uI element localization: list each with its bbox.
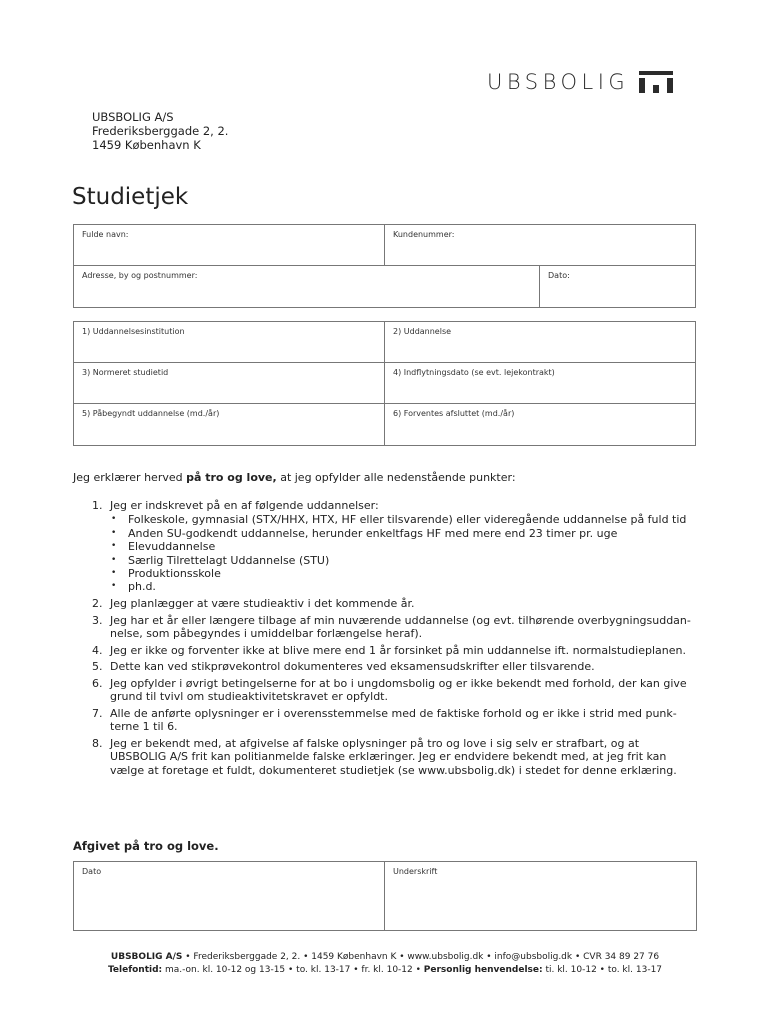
address-label: Adresse, by og postnummer: — [82, 271, 198, 280]
move-in-date-label: 4) Indflytningsdato (se evt. lejekontrakt) — [393, 368, 555, 377]
institution-field[interactable] — [74, 322, 385, 363]
list-item-number: 7. — [92, 706, 103, 720]
bullet-icon: • — [111, 581, 117, 592]
list-item — [92, 677, 702, 704]
list-item — [92, 614, 702, 641]
list-item-text: Jeg har et år eller længere tilbage af min nuværende uddannelse (og evt. tilhørende overbygningsuddan- — [110, 613, 691, 627]
sub-list-item-text: Elevuddannelse — [128, 540, 216, 554]
footer-personal-label: Personlig henvendelse: — [423, 965, 543, 975]
signature-date-field[interactable] — [74, 862, 385, 930]
company-logo — [487, 70, 673, 94]
list-item-text: Alle de anførte oplysninger er i overensstemmelse med de faktiske forhold og er ikke i strid med punk- — [110, 706, 677, 720]
bullet-icon: • — [111, 514, 117, 525]
list-item-number: 3. — [92, 613, 103, 627]
address-line-2: Frederiksberggade 2, 2. — [92, 124, 229, 138]
declaration-intro — [73, 471, 516, 484]
declaration-text-bold: på tro og love, — [186, 471, 277, 484]
list-item-text-continued: vælge at foretage et fuldt, dokumenteret studietjek (se www.ubsbolig.dk) i stedet for denne erklæring. — [110, 763, 677, 777]
company-address — [92, 110, 228, 152]
list-item-text: Dette kan ved stikprøvekontrol dokumenteres ved eksamensudskrifter eller tilsvarende. — [110, 660, 595, 674]
list-item — [92, 644, 702, 657]
list-item — [92, 597, 702, 610]
move-in-date-field[interactable] — [385, 363, 695, 404]
page-footer — [0, 951, 770, 977]
list-item-number: 8. — [92, 736, 103, 750]
education-field[interactable] — [385, 322, 695, 363]
list-item — [92, 499, 702, 594]
footer-personal-hours: ti. kl. 10-12 • to. kl. 13-17 — [542, 965, 663, 975]
sub-list-item-text: Produktionsskole — [128, 567, 221, 581]
sub-list-item — [110, 580, 702, 593]
personal-info-form — [73, 224, 696, 308]
list-item-text-continued: grund til tvivl om studieaktivitetskravet er opfyldt. — [110, 690, 388, 704]
list-item-number: 2. — [92, 597, 103, 611]
declaration-text-after: at jeg opfylder alle nedenstående punkter: — [276, 471, 516, 484]
sub-list-item — [110, 513, 702, 526]
footer-contact: • Frederiksberggade 2, 2. • 1459 København K • www.ubsbolig.dk • info@ubsbolig.dk • CVR 34 89 27 76 — [182, 952, 660, 962]
address-field[interactable] — [74, 266, 540, 307]
sub-list-item-text: Anden SU-godkendt uddannelse, herunder enkeltfags HF med mere end 23 timer pr. uge — [128, 526, 618, 540]
list-item-number: 4. — [92, 643, 103, 657]
started-label: 5) Påbegyndt uddannelse (md./år) — [82, 409, 220, 418]
institution-label: 1) Uddannelsesinstitution — [82, 327, 185, 336]
logo-text: UBSBOLIG — [487, 70, 630, 94]
list-item-text: Jeg er ikke og forventer ikke at blive mere end 1 år forsinket på min uddannelse ift. normalstudieplanen. — [110, 643, 686, 657]
education-label: 2) Uddannelse — [393, 327, 452, 336]
sub-list-item — [110, 540, 702, 553]
logo-mark-icon — [639, 71, 673, 93]
list-item-text: Jeg opfylder i øvrigt betingelserne for at bo i ungdomsbolig og er ikke bekendt med forhold, der kan give — [110, 676, 687, 690]
bullet-icon: • — [111, 541, 117, 552]
started-field[interactable] — [74, 404, 385, 445]
declaration-list — [92, 499, 702, 780]
education-info-form — [73, 321, 696, 446]
customer-number-label: Kundenummer: — [393, 230, 455, 239]
sub-list-item — [110, 554, 702, 567]
signature-heading: Afgivet på tro og love. — [73, 839, 219, 853]
signature-field[interactable] — [385, 862, 696, 930]
address-line-1: UBSBOLIG A/S — [92, 110, 174, 124]
signature-form — [73, 861, 697, 931]
bullet-icon: • — [111, 527, 117, 538]
full-name-field[interactable] — [74, 225, 385, 266]
list-item-text-continued: terne 1 til 6. — [110, 720, 178, 734]
customer-number-field[interactable] — [385, 225, 695, 266]
list-item-text: Jeg planlægger at være studieaktiv i det kommende år. — [110, 597, 415, 611]
list-item — [92, 707, 702, 734]
bullet-icon: • — [111, 554, 117, 565]
list-item-number: 1. — [92, 499, 103, 512]
list-item — [92, 660, 702, 673]
declaration-text-before: Jeg erklærer herved — [73, 471, 187, 484]
footer-phone-hours: ma.-on. kl. 10-12 og 13-15 • to. kl. 13-17 • fr. kl. 10-12 • — [162, 965, 424, 975]
page-title: Studietjek — [72, 184, 189, 210]
sub-list-item — [110, 567, 702, 580]
footer-company: UBSBOLIG A/S — [110, 952, 183, 962]
expected-end-field[interactable] — [385, 404, 695, 445]
expected-end-label: 6) Forventes afsluttet (md./år) — [393, 409, 515, 418]
list-item-text: Jeg er bekendt med, at afgivelse af falske oplysninger på tro og love i sig selv er strafbart, og at — [110, 736, 640, 750]
address-line-3: 1459 København K — [92, 138, 201, 152]
signature-label: Underskrift — [393, 867, 438, 876]
signature-date-label: Dato — [82, 867, 102, 876]
date-field[interactable] — [540, 266, 695, 307]
footer-line-2 — [0, 964, 770, 977]
list-item — [92, 737, 702, 777]
list-item-text: Jeg er indskrevet på en af følgende uddannelser: — [110, 499, 379, 512]
full-name-label: Fulde navn: — [82, 230, 129, 239]
date-label: Dato: — [548, 271, 570, 280]
list-item-number: 6. — [92, 676, 103, 690]
list-item-text-continued: UBSBOLIG A/S frit kan politianmelde falske erklæringer. Jeg er endvidere bekendt med, at jeg frit kan — [110, 750, 667, 764]
footer-phone-label: Telefontid: — [107, 965, 163, 975]
normal-study-time-label: 3) Normeret studietid — [82, 368, 169, 377]
sub-list-item — [110, 527, 702, 540]
list-item-text-continued: nelse, som påbegyndes i umiddelbar forlængelse heraf). — [110, 627, 423, 641]
sub-list-item-text: ph.d. — [128, 580, 156, 594]
sub-list-item-text: Særlig Tilrettelagt Uddannelse (STU) — [128, 553, 330, 567]
bullet-icon: • — [111, 568, 117, 579]
sub-list-item-text: Folkeskole, gymnasial (STX/HHX, HTX, HF eller tilsvarende) eller videregående uddannelse på fuld tid — [128, 513, 687, 527]
normal-study-time-field[interactable] — [74, 363, 385, 404]
footer-line-1 — [0, 951, 770, 964]
education-types-list — [110, 513, 702, 593]
list-item-number: 5. — [92, 660, 103, 674]
